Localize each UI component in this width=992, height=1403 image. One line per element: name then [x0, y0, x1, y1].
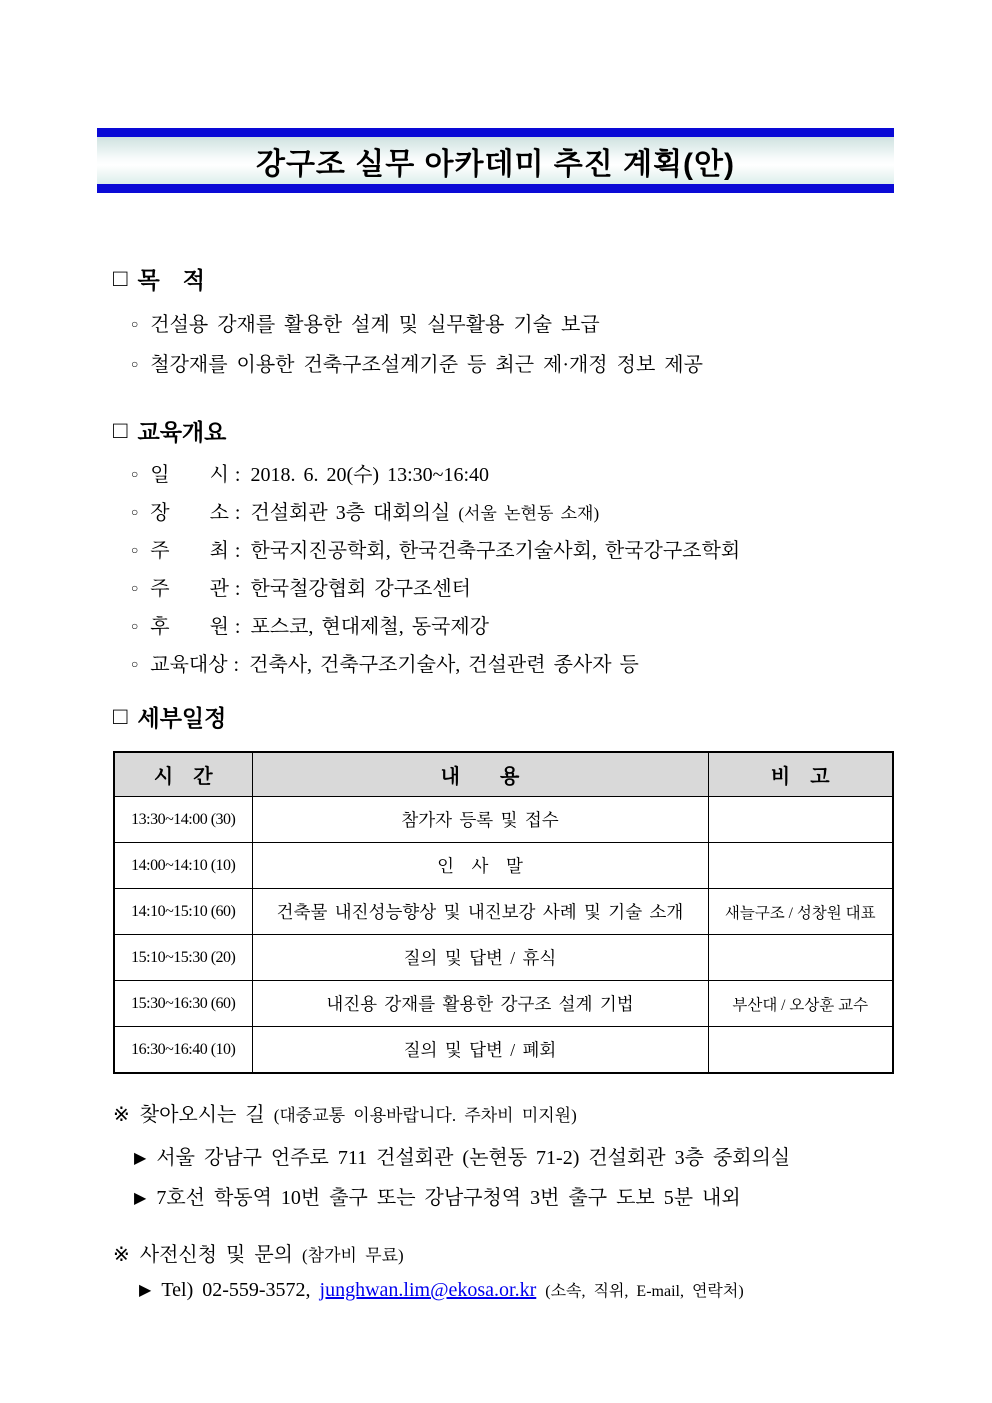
overview-item-organizer [131, 572, 471, 601]
title-banner [97, 128, 894, 193]
arrow-bullet-icon: ▶ [134, 1190, 147, 1207]
purpose-item [131, 308, 600, 337]
schedule-header-row [114, 752, 893, 797]
table-row [114, 981, 893, 1027]
purpose-heading [113, 262, 205, 295]
colon-separator: : [233, 654, 240, 676]
schedule-note [708, 935, 893, 981]
circle-bullet-icon: ○ [131, 505, 139, 519]
schedule-content: 질의 및 답변 / 폐회 [252, 1027, 708, 1074]
table-row [114, 1027, 893, 1074]
schedule-col-header-time: 시 간 [114, 752, 252, 797]
schedule-col-header-content: 내 용 [252, 752, 708, 797]
overview-item-audience [131, 648, 639, 677]
overview-item-label: 일 시 [150, 464, 229, 486]
table-row [114, 889, 893, 935]
overview-item-value: 2018. 6. 20(수) 13:30~16:40 [250, 464, 490, 486]
circle-bullet-icon: ○ [131, 657, 139, 671]
circle-bullet-icon: ○ [131, 543, 139, 557]
overview-item-sponsor [131, 610, 489, 639]
checkbox-icon: □ [113, 264, 128, 292]
colon-separator: : [234, 578, 241, 600]
schedule-time: 14:00~14:10 (10) [114, 843, 252, 889]
circle-bullet-icon: ○ [131, 619, 139, 633]
contact-email-link[interactable]: junghwan.lim@ekosa.or.kr [319, 1279, 537, 1301]
banner-bottom-bar [97, 184, 894, 193]
overview-item-venue [131, 496, 599, 525]
schedule-note [708, 797, 893, 843]
directions-heading-note: (대중교통 이용바랍니다. 주차비 미지원) [273, 1106, 577, 1125]
schedule-heading [113, 700, 226, 733]
directions-heading [113, 1098, 577, 1127]
schedule-content: 참가자 등록 및 접수 [252, 797, 708, 843]
contact-tel: Tel) 02-559-3572, [161, 1279, 311, 1301]
directions-item-text: 서울 강남구 언주로 711 건설회관 (논현동 71-2) 건설회관 3층 중회의실 [156, 1147, 791, 1169]
directions-heading-label: 찾아오시는 길 [139, 1104, 265, 1126]
schedule-content: 내진용 강재를 활용한 강구조 설계 기법 [252, 981, 708, 1027]
directions-item [134, 1141, 790, 1170]
schedule-content: 건축물 내진성능향상 및 내진보강 사례 및 기술 소개 [252, 889, 708, 935]
arrow-bullet-icon: ▶ [134, 1150, 147, 1167]
schedule-col-header-note: 비 고 [708, 752, 893, 797]
overview-item-value: 포스코, 현대제철, 동국제강 [250, 616, 489, 638]
overview-item-value: 한국지진공학회, 한국건축구조기술사회, 한국강구조학회 [250, 540, 741, 562]
reference-mark-icon: ※ [113, 1104, 130, 1126]
overview-item-label: 주 관 [150, 578, 229, 600]
circle-bullet-icon: ○ [131, 357, 139, 371]
overview-item-label: 교육대상 [150, 654, 228, 676]
schedule-time: 15:30~16:30 (60) [114, 981, 252, 1027]
table-row [114, 843, 893, 889]
table-row [114, 797, 893, 843]
banner-body [97, 137, 894, 184]
page-title: 강구조 실무 아카데미 추진 계획(안) [255, 147, 736, 181]
overview-item-datetime [131, 458, 489, 487]
schedule-time: 15:10~15:30 (20) [114, 935, 252, 981]
schedule-note [708, 1027, 893, 1074]
schedule-heading-label: 세부일정 [137, 705, 227, 731]
colon-separator: : [234, 616, 241, 638]
schedule-table [113, 751, 894, 1074]
overview-heading [113, 414, 226, 447]
purpose-item [131, 348, 703, 377]
purpose-item-text: 건설용 강재를 활용한 설계 및 실무활용 기술 보급 [150, 314, 600, 336]
colon-separator: : [234, 464, 241, 486]
overview-item-label: 후 원 [150, 616, 229, 638]
overview-item-note: (서울 논현동 소재) [458, 504, 600, 523]
checkbox-icon: □ [113, 702, 128, 730]
checkbox-icon: □ [113, 416, 128, 444]
banner-top-bar [97, 128, 894, 137]
purpose-item-text: 철강재를 이용한 건축구조설계기준 등 최근 제·개정 정보 제공 [150, 354, 703, 376]
schedule-content: 질의 및 답변 / 휴식 [252, 935, 708, 981]
overview-item-value: 건축사, 건축구조기술사, 건설관련 종사자 등 [249, 654, 639, 676]
purpose-heading-label: 목 적 [137, 267, 205, 293]
table-row [114, 935, 893, 981]
registration-heading [113, 1238, 404, 1267]
registration-heading-label: 사전신청 및 문의 [139, 1244, 294, 1266]
schedule-content: 인 사 말 [252, 843, 708, 889]
contact-line [139, 1278, 744, 1302]
overview-heading-label: 교육개요 [137, 419, 227, 445]
colon-separator: : [234, 502, 241, 524]
colon-separator: : [234, 540, 241, 562]
registration-heading-note: (참가비 무료) [302, 1246, 404, 1265]
reference-mark-icon: ※ [113, 1244, 130, 1266]
directions-item [134, 1181, 741, 1210]
schedule-time: 13:30~14:00 (30) [114, 797, 252, 843]
circle-bullet-icon: ○ [131, 581, 139, 595]
schedule-note [708, 843, 893, 889]
overview-item-value: 한국철강협회 강구조센터 [250, 578, 471, 600]
arrow-bullet-icon: ▶ [139, 1282, 152, 1299]
schedule-time: 14:10~15:10 (60) [114, 889, 252, 935]
overview-item-label: 장 소 [150, 502, 229, 524]
schedule-note: 새늘구조 / 성창원 대표 [708, 889, 893, 935]
schedule-time: 16:30~16:40 (10) [114, 1027, 252, 1074]
overview-item-host [131, 534, 740, 563]
directions-item-text: 7호선 학동역 10번 출구 또는 강남구청역 3번 출구 도보 5분 내외 [156, 1187, 741, 1209]
overview-item-label: 주 최 [150, 540, 229, 562]
schedule-note: 부산대 / 오상훈 교수 [708, 981, 893, 1027]
overview-item-value: 건설회관 3층 대회의실 [250, 502, 451, 524]
contact-suffix-note: (소속, 직위, E-mail, 연락처) [545, 1283, 744, 1300]
circle-bullet-icon: ○ [131, 467, 139, 481]
circle-bullet-icon: ○ [131, 317, 139, 331]
